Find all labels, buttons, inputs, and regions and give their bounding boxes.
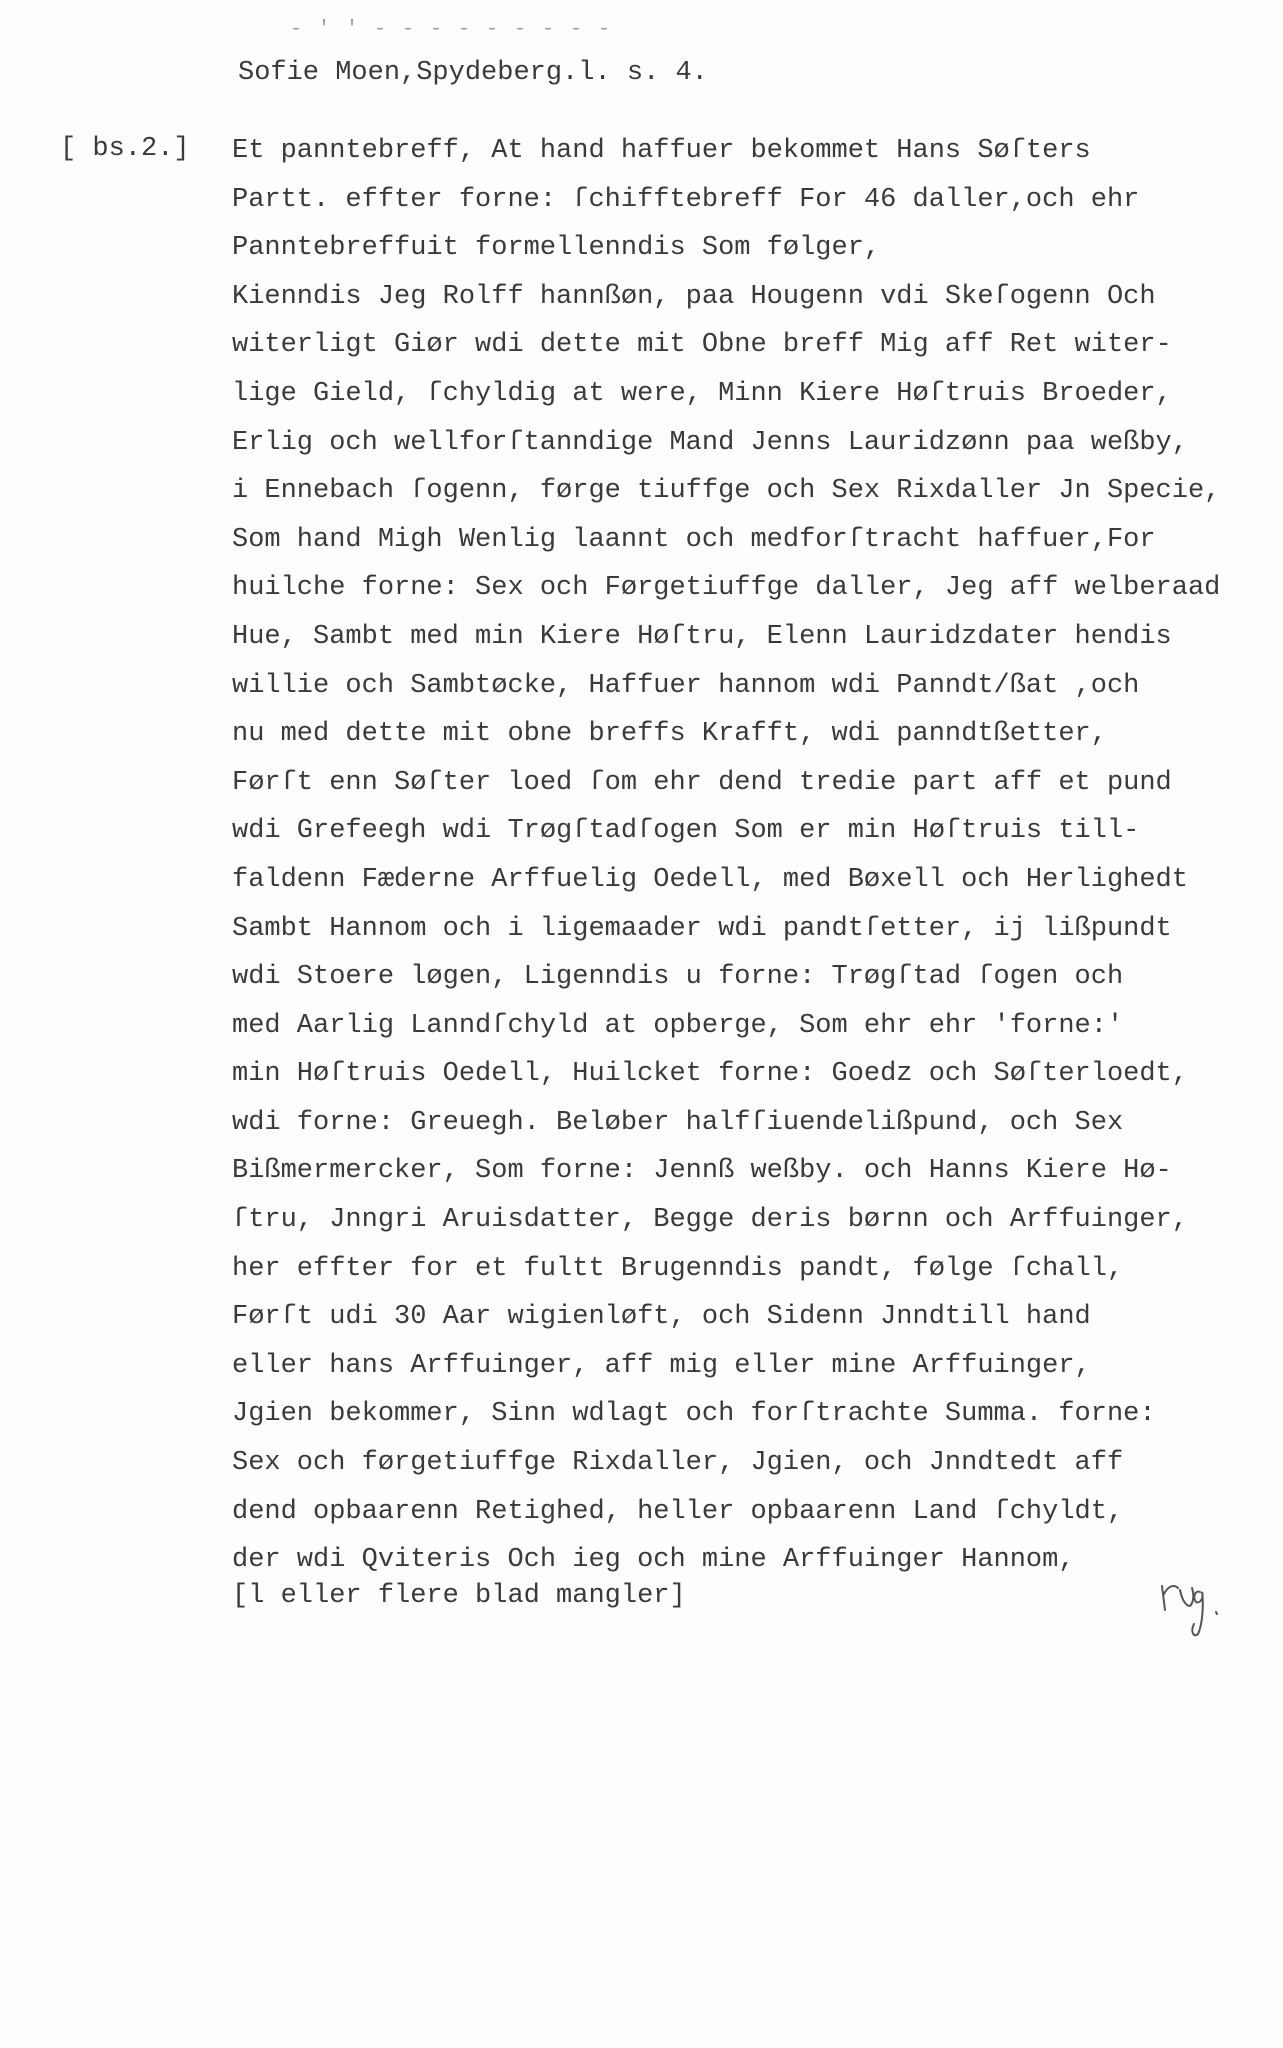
text-line: lige Gield, ſchyldig at were, Minn Kiere Høſtruis Broeder, <box>232 378 1172 409</box>
text-line: Som hand Migh Wenlig laannt och medforſtracht haffuer,For <box>232 524 1156 555</box>
text-line: min Høſtruis Oedell, Huilcket forne: Goedz och Søſterloedt, <box>232 1059 1188 1090</box>
text-line: der wdi Qviteris Och ieg och mine Arffuinger Hannom, <box>232 1545 1075 1576</box>
text-line: wdi Grefeegh wdi Trøgſtadſogen Som er min Høſtruis till- <box>232 816 1140 847</box>
text-line: Jgien bekommer, Sinn wdlagt och forſtrachte Summa. forne: <box>232 1399 1156 1430</box>
text-line: witerligt Giør wdi dette mit Obne breff Mig aff Ret witer- <box>232 330 1172 361</box>
top-fragment: - ' ' - - - - - - - - - <box>290 18 613 41</box>
text-line: eller hans Arffuinger, aff mig eller mine Arffuinger, <box>232 1350 1091 1381</box>
text-line: nu med dette mit obne breffs Krafft, wdi panndtßetter, <box>232 719 1107 750</box>
pencil-initials-signature <box>1158 1572 1228 1652</box>
text-line: faldenn Fæderne Arffuelig Oedell, med Bøxell och Herlighedt <box>232 864 1188 895</box>
text-line: dend opbaarenn Retighed, heller opbaarenn Land ſchyldt, <box>232 1496 1124 1527</box>
text-line: med Aarlig Lanndſchyld at opberge, Som ehr ehr 'forne:' <box>232 1010 1124 1041</box>
text-line: willie och Sambtøcke, Haffuer hannom wdi Panndt/ßat ,och <box>232 670 1140 701</box>
page-header: Sofie Moen,Spydeberg.l. s. 4. <box>238 58 708 88</box>
text-line: ſtru, Jnngri Aruisdatter, Begge deris børnn och Arffuinger, <box>232 1205 1188 1236</box>
text-line: Erlig och wellforſtanndige Mand Jenns Lauridzønn paa weßby, <box>232 427 1188 458</box>
text-line: wdi forne: Greuegh. Beløber halfſiuendelißpund, och Sex <box>232 1107 1124 1138</box>
text-line: Sambt Hannom och i ligemaader wdi pandtſetter, ij lißpundt <box>232 913 1172 944</box>
text-line: huilche forne: Sex och Førgetiuffge daller, Jeg aff welberaad <box>232 573 1221 604</box>
text-line: Førſt enn Søſter loed ſom ehr dend tredie part aff et pund <box>232 767 1172 798</box>
transcription-body <box>232 134 1232 1628</box>
text-line: Bißmermercker, Som forne: Jennß weßby. och Hanns Kiere Hø- <box>232 1156 1172 1187</box>
text-line: Førſt udi 30 Aar wigienløft, och Sidenn Jnndtill hand <box>232 1302 1091 1333</box>
text-line: Hue, Sambt med min Kiere Høſtru, Elenn Lauridzdater hendis <box>232 621 1172 652</box>
reference-label: [ bs.2.] <box>60 134 190 164</box>
text-line: her effter for et fultt Brugenndis pandt, følge ſchall, <box>232 1253 1124 1284</box>
text-line: i Ennebach ſogenn, førge tiuffge och Sex Rixdaller Jn Specie, <box>232 476 1221 507</box>
text-line: Panntebreffuit formellenndis Som følger, <box>232 233 881 264</box>
text-line: Kienndis Jeg Rolff hannßøn, paa Hougenn vdi Skeſogenn Och <box>232 281 1156 312</box>
missing-pages-note: [l eller flere blad mangler] <box>232 1581 686 1612</box>
text-line: Et panntebreff, At hand haffuer bekommet Hans Søſters <box>232 136 1091 166</box>
text-line: Partt. effter forne: ſchifftebreff For 46 daller,och ehr <box>232 184 1140 215</box>
text-line: Sex och førgetiuffge Rixdaller, Jgien, och Jnndtedt aff <box>232 1448 1124 1479</box>
text-line: wdi Stoere løgen, Ligenndis u forne: Trøgſtad ſogen och <box>232 962 1124 993</box>
